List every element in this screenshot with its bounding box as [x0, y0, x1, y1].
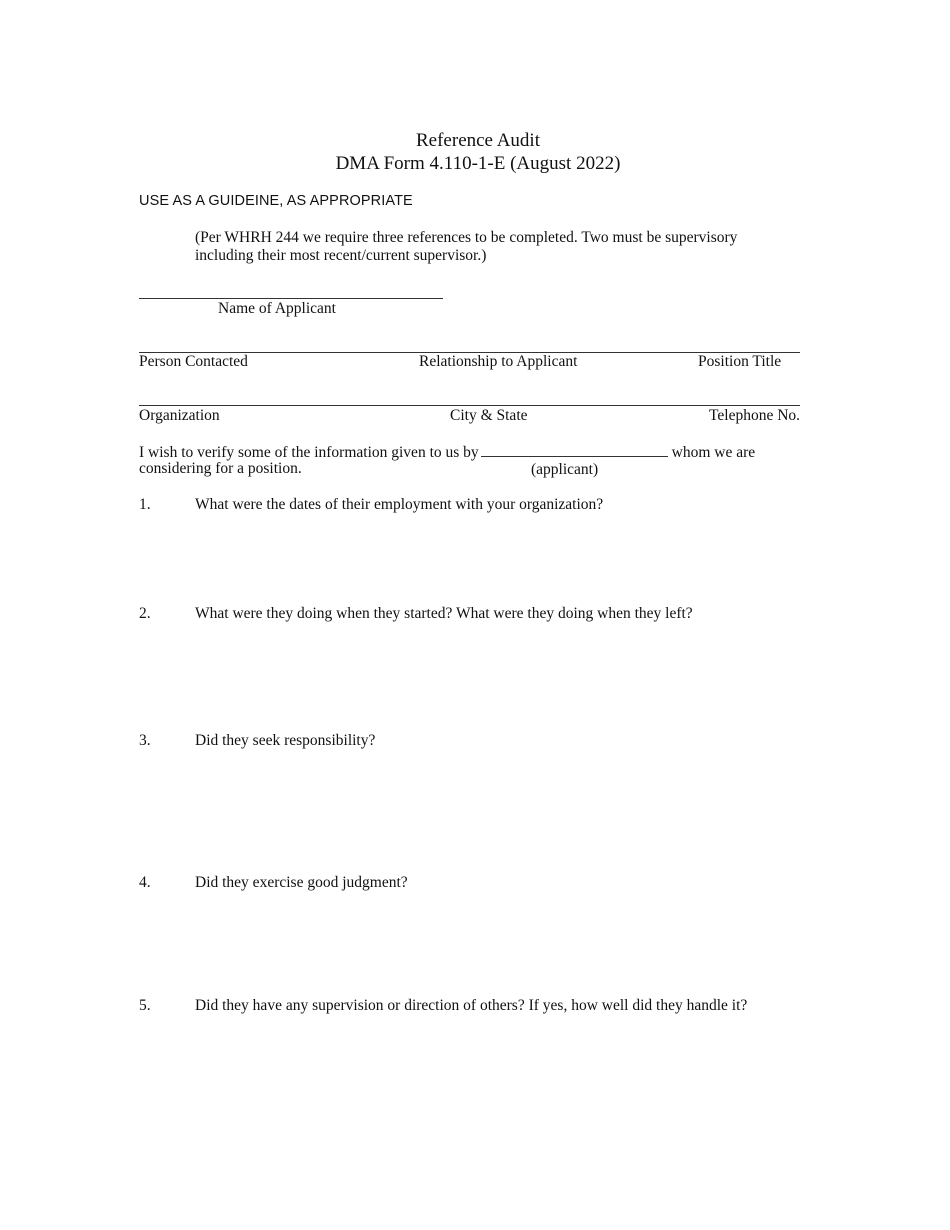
requirement-note: (Per WHRH 244 we require three references to be completed. Two must be supervisory including their most recent/current supervisor.) — [195, 229, 738, 264]
verify-statement-line2: considering for a position. — [139, 460, 302, 477]
applicant-name-line[interactable] — [139, 298, 443, 299]
relationship-label: Relationship to Applicant — [419, 353, 578, 370]
question-1-text: What were the dates of their employment with your organization? — [195, 496, 604, 513]
question-1-number: 1. — [139, 496, 151, 513]
organization-info-line[interactable] — [139, 405, 800, 406]
applicant-blank[interactable] — [481, 442, 668, 457]
city-state-label: City & State — [450, 407, 528, 424]
organization-label: Organization — [139, 407, 220, 424]
form-title: Reference Audit — [416, 130, 540, 151]
question-2-text: What were they doing when they started? What were they doing when they left? — [195, 605, 693, 622]
verify-statement — [139, 442, 755, 462]
question-5-text: Did they have any supervision or direction of others? If yes, how well did they handle it? — [195, 997, 748, 1014]
question-3-text: Did they seek responsibility? — [195, 732, 376, 749]
question-5-number: 5. — [139, 997, 151, 1014]
verify-text-start: I wish to verify some of the information given to us by — [139, 444, 479, 461]
telephone-label: Telephone No. — [709, 407, 801, 424]
question-3-number: 3. — [139, 732, 151, 749]
position-title-label: Position Title — [698, 353, 782, 370]
applicant-name-label: Name of Applicant — [218, 300, 336, 317]
question-2-number: 2. — [139, 605, 151, 622]
form-subtitle: DMA Form 4.110-1-E (August 2022) — [335, 153, 621, 174]
applicant-caption: (applicant) — [531, 461, 599, 478]
question-4-number: 4. — [139, 874, 151, 891]
person-contacted-label: Person Contacted — [139, 353, 248, 370]
verify-text-end: whom we are — [671, 444, 756, 461]
guideline-heading: USE AS A GUIDEINE, AS APPROPRIATE — [139, 193, 413, 209]
question-4-text: Did they exercise good judgment? — [195, 874, 408, 891]
